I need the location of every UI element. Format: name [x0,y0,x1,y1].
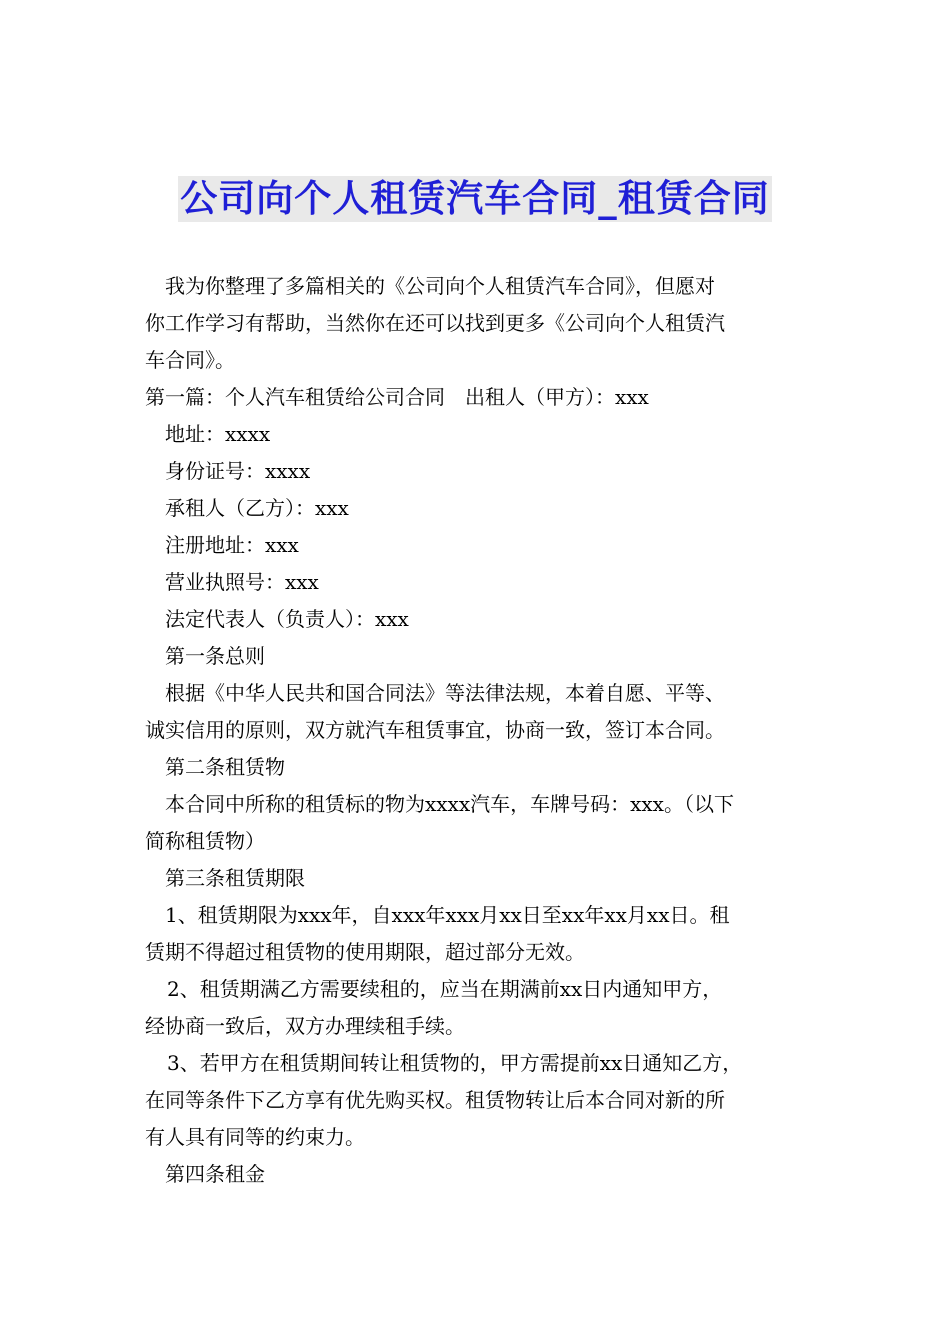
legal-representative: 法定代表人（负责人）：xxx [165,607,409,631]
article3-clause2-line-2: 经协商一致后，双方办理续租手续。 [145,1014,465,1038]
article1-line-1: 根据《中华人民共和国合同法》等法律法规，本着自愿、平等、 [165,681,725,705]
article3-clause1-line-1: 1、租赁期限为xxx年，自xxx年xxx月xx日至xx年xx月xx日。租 [165,903,730,927]
title-container [0,176,950,222]
article2-title: 第二条租赁物 [165,755,285,779]
lessor-address: 地址：xxxx [165,422,271,446]
business-license-number: 营业执照号：xxx [165,570,319,594]
article1-line-2: 诚实信用的原则，双方就汽车租赁事宜，协商一致，签订本合同。 [145,718,725,742]
article3-clause1-line-2: 赁期不得超过租赁物的使用期限，超过部分无效。 [145,940,585,964]
article4-title: 第四条租金 [165,1162,265,1186]
registered-address: 注册地址：xxx [165,533,299,557]
intro-line-2: 你工作学习有帮助，当然你在还可以找到更多《公司向个人租赁汽 [145,311,725,335]
intro-line-3: 车合同》。 [145,348,235,372]
article3-clause3-line-3: 有人具有同等的约束力。 [145,1125,365,1149]
article3-title: 第三条租赁期限 [165,866,305,890]
article2-line-2: 简称租赁物） [145,829,265,853]
article3-clause3-line-2: 在同等条件下乙方享有优先购买权。租赁物转让后本合同对新的所 [145,1088,725,1112]
article2-line-1: 本合同中所称的租赁标的物为xxxx汽车，车牌号码：xxx。（以下 [165,792,734,816]
article3-clause3-line-1: 3、若甲方在租赁期间转让租赁物的，甲方需提前xx日通知乙方， [167,1051,743,1075]
article3-clause2-line-1: 2、租赁期满乙方需要续租的，应当在期满前xx日内通知甲方， [167,977,723,1001]
part1-heading: 第一篇：个人汽车租赁给公司合同 出租人（甲方）：xxx [145,385,649,409]
document-title: 公司向个人租赁汽车合同_租赁合同 [180,177,770,220]
document-body [145,268,810,1193]
article1-title: 第一条总则 [165,644,265,668]
intro-line-1: 我为你整理了多篇相关的《公司向个人租赁汽车合同》，但愿对 [165,274,715,298]
lessor-id-number: 身份证号：xxxx [165,459,311,483]
lessee-line: 承租人（乙方）：xxx [165,496,349,520]
